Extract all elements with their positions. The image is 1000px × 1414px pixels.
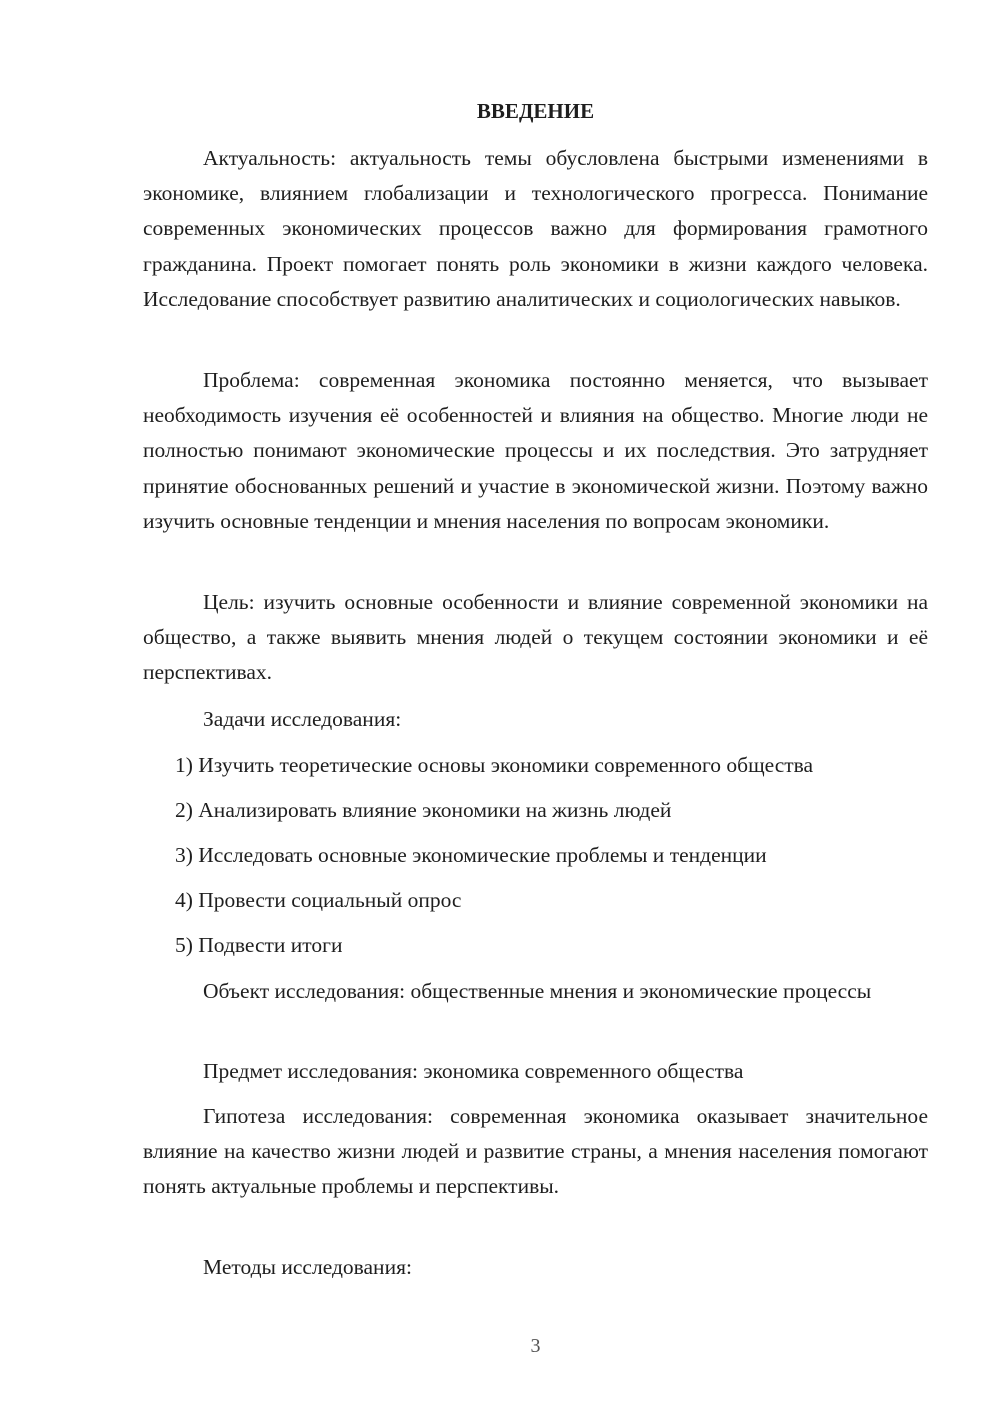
list-item: 4) Провести социальный опрос <box>175 888 462 912</box>
page-title: ВВЕДЕНИЕ <box>476 99 595 123</box>
list-item: 1) Изучить теоретические основы экономики современного общества <box>175 753 814 777</box>
paragraph-hypothesis: Гипотеза исследования: современная экономика оказывает значительное влияние на качество жизни людей и развитие страны, а мнения населения помогают понять актуальные проблемы и перспективы. <box>143 1104 928 1199</box>
paragraph-problem: Проблема: современная экономика постоянно меняется, что вызывает необходимость изучения её особенностей и влияния на общество. Многие люди не полностью понимают экономические процессы и их последствия. Это затрудняет принятие обоснованных решений и участие в экономической жизни. Поэтому важно изучить основные тенденции и мнения населения по вопросам экономики. <box>143 368 928 533</box>
tasks-heading: Задачи исследования: <box>203 707 402 731</box>
paragraph-object: Объект исследования: общественные мнения и экономические процессы <box>203 979 872 1003</box>
paragraph-subject: Предмет исследования: экономика современного общества <box>203 1059 744 1083</box>
document-page <box>143 0 928 1414</box>
list-item: 3) Исследовать основные экономические проблемы и тенденции <box>175 843 767 867</box>
list-item: 2) Анализировать влияние экономики на жизнь людей <box>175 798 672 822</box>
methods-heading: Методы исследования: <box>203 1255 412 1279</box>
paragraph-goal: Цель: изучить основные особенности и влияние современной экономики на общество, а также выявить мнения людей о текущем состоянии экономики и её перспективах. <box>143 590 928 685</box>
list-item: 5) Подвести итоги <box>175 933 343 957</box>
page-number: 3 <box>530 1335 541 1357</box>
paragraph-relevance: Актуальность: актуальность темы обусловлена быстрыми изменениями в экономике, влиянием глобализации и технологического прогресса. Понимание современных экономических процессов важно для формирования грамотного гражданина. Проект помогает понять роль экономики в жизни каждого человека. Исследование способствует развитию аналитических и социологических навыков. <box>143 146 928 311</box>
